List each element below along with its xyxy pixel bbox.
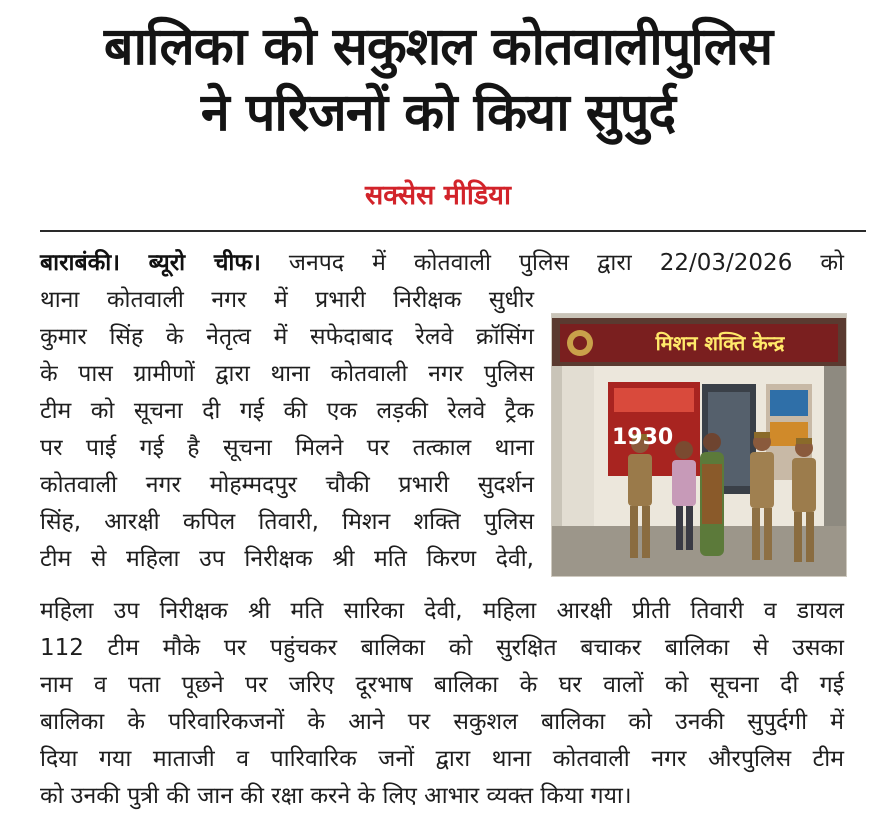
- article-line: महिला उप निरीक्षक श्री मति सारिका देवी, महिला आरक्षी प्रीती तिवारी व डायल: [40, 598, 844, 624]
- article-line: को उनकी पुत्री की जान की रक्षा करने के लिए आभार व्यक्त किया गया।: [40, 783, 632, 809]
- article-line: टीम को सूचना दी गई की एक लड़की रेलवे ट्रैक: [40, 398, 534, 424]
- article-line: सिंह, आरक्षी कपिल तिवारी, मिशन शक्ति पुलिस: [40, 509, 534, 535]
- headline: [0, 14, 876, 146]
- news-photo: [551, 313, 847, 577]
- headline-line-1: बालिका को सकुशल कोतवालीपुलिस: [103, 17, 773, 77]
- article-line: बाराबंकी। ब्यूरो चीफ। जनपद में कोतवाली पुलिस द्वारा 22/03/2026 को: [40, 250, 844, 276]
- article-line: कुमार सिंह के नेतृत्व में सफेदाबाद रेलवे क्रॉसिंग: [40, 324, 534, 350]
- article-line: थाना कोतवाली नगर में प्रभारी निरीक्षक सुधीर: [40, 287, 534, 313]
- byline: सक्सेस मीडिया: [365, 180, 511, 211]
- dateline: बाराबंकी। ब्यूरो चीफ।: [40, 250, 261, 276]
- article-line: पर पाई गई है सूचना मिलने पर तत्काल थाना: [40, 435, 534, 461]
- article-line: कोतवाली नगर मोहम्मदपुर चौकी प्रभारी सुदर्शन: [40, 472, 534, 498]
- article-line: टीम से महिला उप निरीक्षक श्री मति किरण देवी,: [40, 546, 534, 572]
- photo-sign-text: मिशन शक्ति केन्द्र: [655, 331, 785, 355]
- divider: [40, 230, 866, 232]
- article-line: के पास ग्रामीणों द्वारा थाना कोतवाली नगर पुलिस: [40, 361, 534, 387]
- article-line: दिया गया माताजी व पारिवारिक जनों द्वारा थाना कोतवाली नगर औरपुलिस टीम: [40, 746, 844, 772]
- article-line: 112 टीम मौके पर पहुंचकर बालिका को सुरक्षित बचाकर बालिका से उसका: [40, 635, 844, 661]
- photo-poster-number: 1930: [612, 425, 674, 450]
- article-line: बालिका के परिवारिकजनों के आने पर सकुशल बालिका को उनकी सुपुर्दगी में: [40, 709, 844, 735]
- article-line: नाम व पता पूछने पर जरिए दूरभाष बालिका के घर वालों को सूचना दी गई: [40, 672, 844, 698]
- headline-line-2: ने परिजनों को किया सुपुर्द: [200, 83, 676, 143]
